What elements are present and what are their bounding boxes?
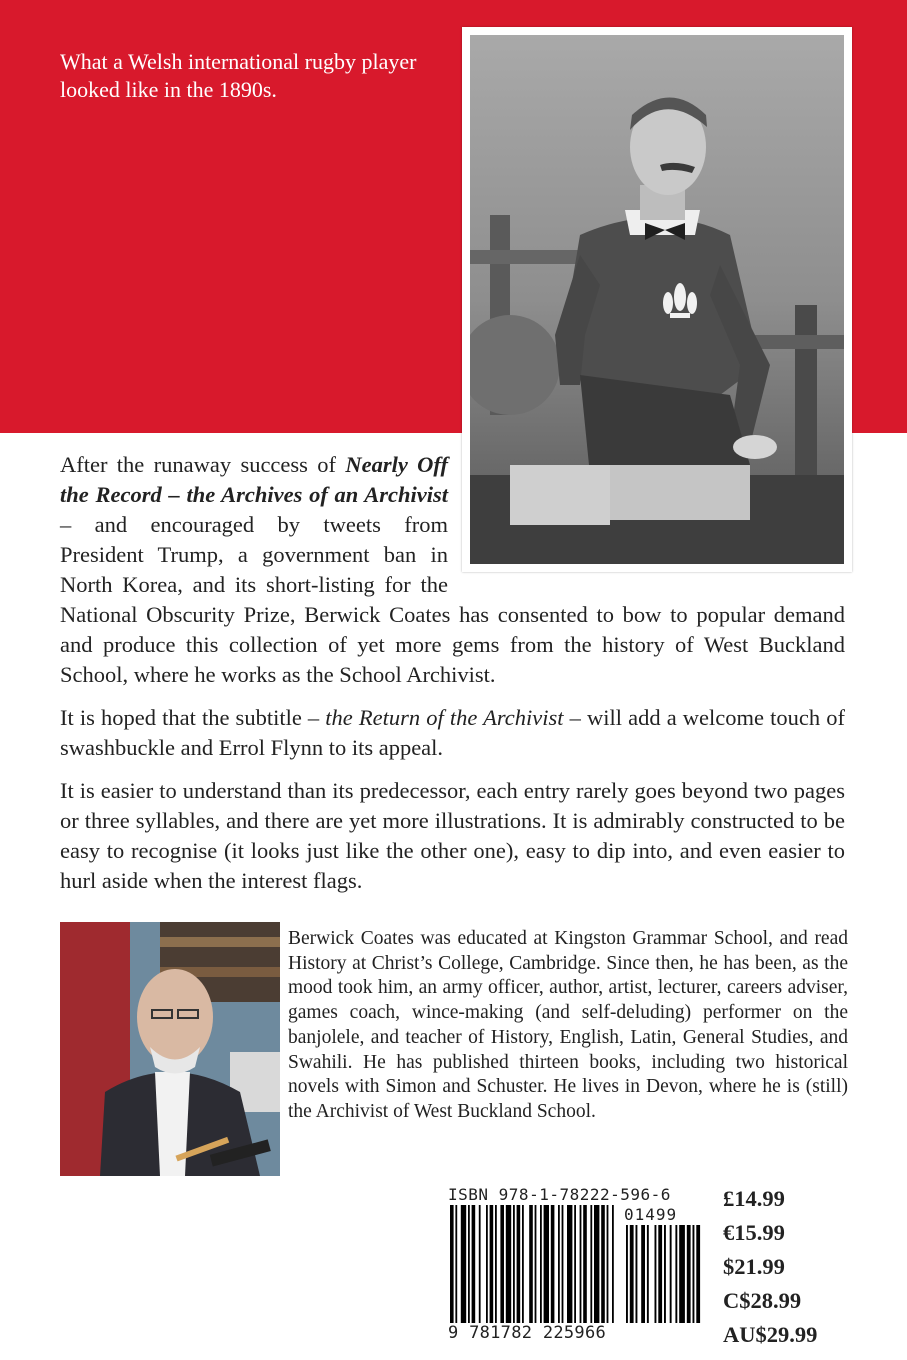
author-bio: Berwick Coates was educated at Kingston Grammar School, and read History at Christ’s College, Cambridge. Since then, he has been, as the mood took him, an army officer, author, artist, lecturer, careers adviser, games coach, wince-making (and self-deluding) performer on the banjolele, and teacher of History, English, Latin, General Studies, and Swahili. He has published thirteen books, including two historical novels with Simon and Schuster. He lives in Devon, where he is (still) the Archivist of West Buckland School. (288, 928, 848, 1122)
isbn-label: ISBN 978-1-78222-596-6 (448, 1185, 671, 1204)
previous-book-title: Nearly Off the Record – the Archives of an Archivist (60, 452, 448, 507)
blurb-paragraph-2: It is hoped that the subtitle – the Return of the Archivist – will add a welcome touch of swashbuckle and Errol Flynn to its appeal. (60, 705, 845, 760)
isbn-barcode (448, 1185, 706, 1345)
blurb-paragraph-1: After the runaway success of Nearly Off the Record – the Archives of an Archivist – and encouraged by tweets from President Trump, a government ban in North Korea, and its short-listing for the National Obscurity Prize, Berwick Coates has consented to bow to popular demand and produce this collection of yet more gems from the history of West Buckland School, where he works as the School Archivist. (60, 452, 845, 687)
price-cad: C$28.99 (723, 1288, 802, 1313)
barcode-number: 9 781782 225966 (448, 1323, 607, 1343)
blurb-paragraph-3: It is easier to understand than its predecessor, each entry rarely goes beyond two pages or three syllables, and there are yet more illustrations. It is admirably constructed to be easy to recognise (it looks just like the other one), easy to dip into, and even easier to hurl aside when the interest flags. (60, 778, 845, 893)
book-blurb (60, 450, 845, 909)
author-photo (60, 922, 280, 1181)
price-usd: $21.99 (723, 1254, 785, 1279)
price-eur: €15.99 (723, 1220, 785, 1245)
photo-caption: What a Welsh international rugby player looked like in the 1890s. (60, 49, 417, 102)
price-list (723, 1182, 817, 1352)
price-gbp: £14.99 (723, 1186, 785, 1211)
price-aud: AU$29.99 (723, 1322, 818, 1347)
barcode-addon: 01499 (624, 1205, 678, 1224)
subtitle-text: the Return of the Archivist (325, 705, 564, 730)
